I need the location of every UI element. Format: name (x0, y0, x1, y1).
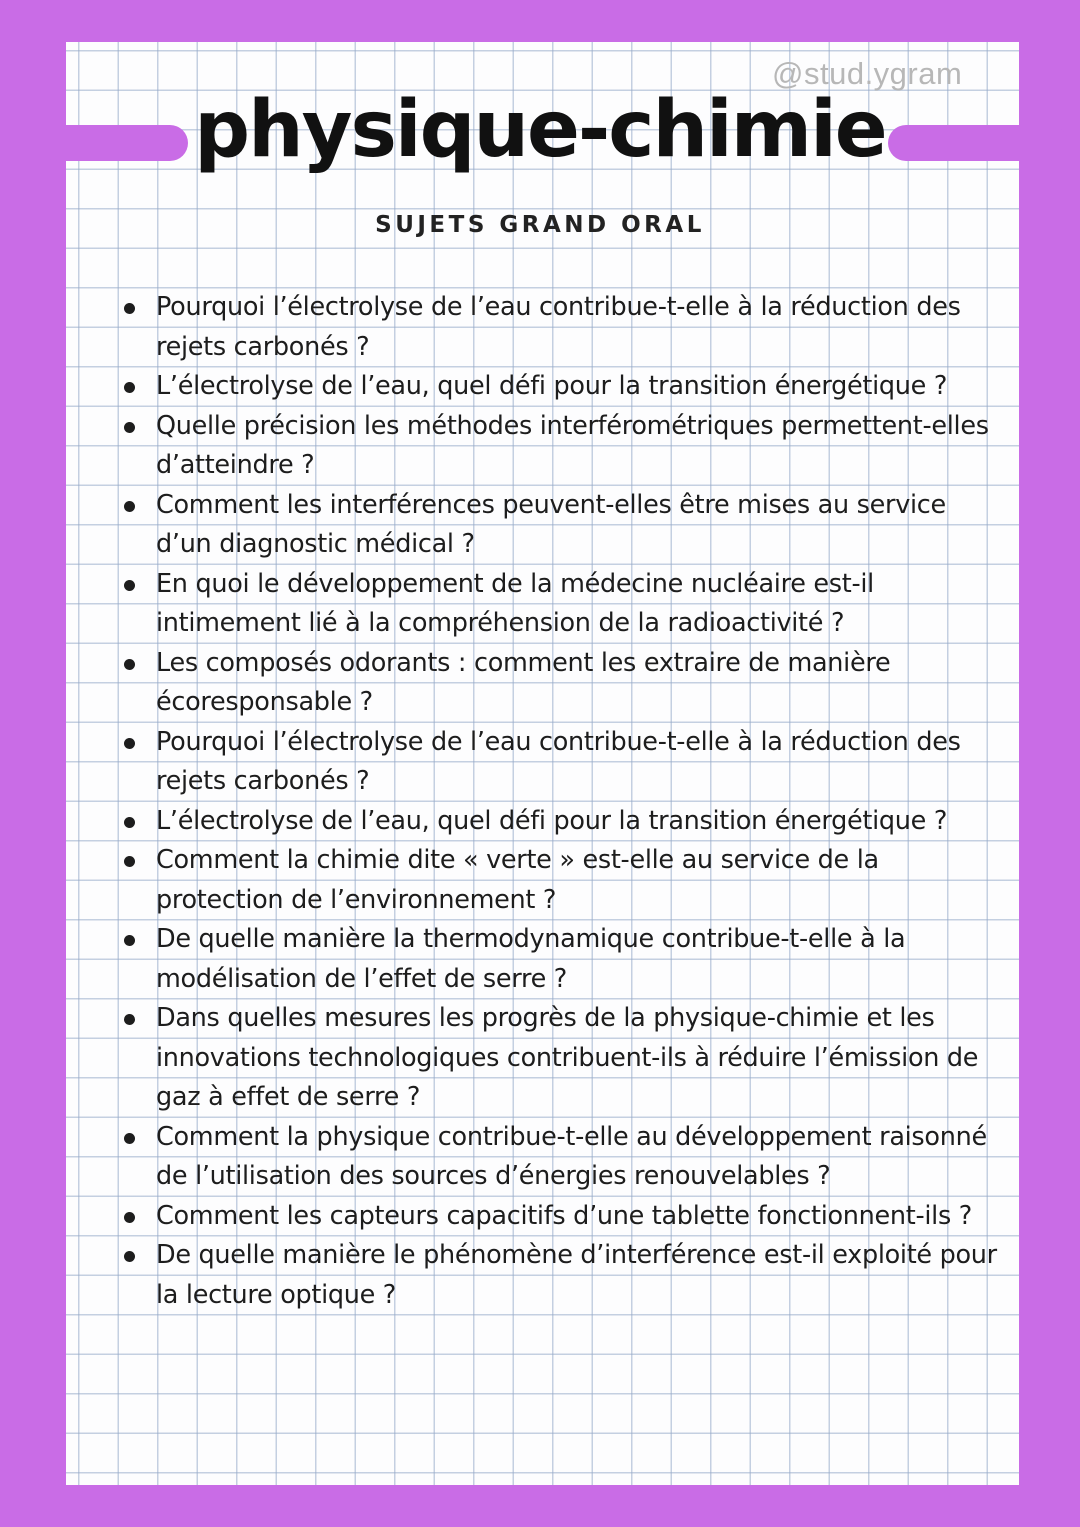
topic-text: De quelle manière la thermodynamique contribue-t-elle à la modélisation de l’effet de serre ? (156, 924, 906, 994)
bullet-icon (124, 501, 135, 512)
bullet-icon (124, 422, 135, 433)
list-item (120, 1236, 1000, 1315)
author-handle: @stud.ygram (772, 56, 963, 91)
topic-list (120, 288, 1000, 1315)
bullet-icon (124, 856, 135, 867)
list-item (120, 802, 1000, 842)
list-item (120, 841, 1000, 920)
bullet-icon (124, 738, 135, 749)
bullet-icon (124, 1251, 135, 1262)
list-item (120, 367, 1000, 407)
topic-text: Dans quelles mesures les progrès de la physique-chimie et les innovations technologiques contribuent-ils à réduire l’émission de gaz à effet de serre ? (156, 1003, 979, 1112)
bullet-icon (124, 1133, 135, 1144)
bullet-icon (124, 659, 135, 670)
topic-text: L’électrolyse de l’eau, quel défi pour la transition énergétique ? (156, 805, 948, 836)
topic-text: Les composés odorants : comment les extraire de manière écoresponsable ? (156, 647, 891, 717)
list-item (120, 723, 1000, 802)
list-item (120, 644, 1000, 723)
topic-text: Comment les capteurs capacitifs d’une tablette fonctionnent-ils ? (156, 1200, 972, 1231)
list-item (120, 1197, 1000, 1237)
bullet-icon (124, 303, 135, 314)
page-title: physique-chimie (194, 85, 886, 175)
list-item (120, 1118, 1000, 1197)
bullet-icon (124, 817, 135, 828)
topic-text: L’électrolyse de l’eau, quel défi pour la transition énergétique ? (156, 371, 948, 401)
bullet-icon (124, 580, 135, 591)
list-item (120, 999, 1000, 1118)
bullet-icon (124, 935, 135, 946)
topic-text: Comment les interférences peuvent-elles être mises au service d’un diagnostic médical ? (156, 489, 946, 559)
topic-text: En quoi le développement de la médecine nucléaire est-il intimement lié à la compréhension de la radioactivité ? (156, 568, 874, 638)
topic-text: Pourquoi l’électrolyse de l’eau contribue-t-elle à la réduction des rejets carbonés ? (156, 726, 961, 796)
list-item (120, 407, 1000, 486)
topic-text: Pourquoi l’électrolyse de l’eau contribue-t-elle à la réduction des rejets carbonés ? (156, 292, 961, 362)
bullet-icon (124, 1212, 135, 1223)
list-item (120, 288, 1000, 367)
list-item (120, 486, 1000, 565)
list-item (120, 920, 1000, 999)
bullet-icon (124, 1014, 135, 1025)
topic-text: Quelle précision les méthodes interférométriques permettent-elles d’atteindre ? (156, 410, 989, 480)
list-item (120, 565, 1000, 644)
topic-text: Comment la physique contribue-t-elle au développement raisonné de l’utilisation des sources d’énergies renouvelables ? (156, 1121, 987, 1191)
page-subtitle: SUJETS GRAND ORAL (375, 212, 705, 238)
topic-text: Comment la chimie dite « verte » est-elle au service de la protection de l’environnement ? (156, 845, 879, 915)
bullet-icon (124, 382, 135, 393)
topic-text: De quelle manière le phénomène d’interférence est-il exploité pour la lecture optique ? (156, 1240, 997, 1310)
